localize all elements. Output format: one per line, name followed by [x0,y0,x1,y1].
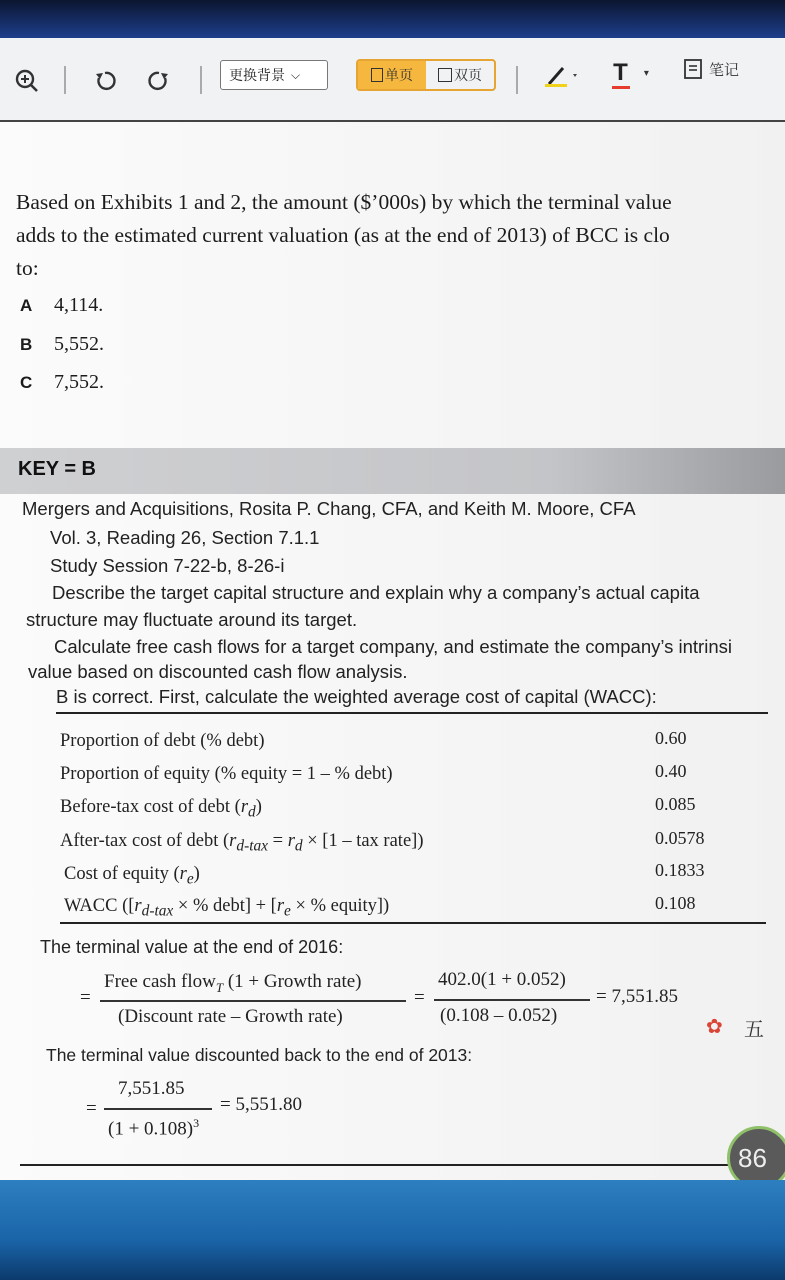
question-line: to: [16,256,39,280]
discount-result: = 5,551.80 [220,1094,302,1115]
text-tool-label: T [613,59,628,86]
equals-sign: = [86,1098,97,1119]
toolbar-divider [64,66,66,94]
fraction-bar [104,1108,212,1110]
background-select-label: 更换背景 [229,68,285,84]
undo-icon[interactable] [90,64,120,98]
redo-icon[interactable] [144,64,174,98]
table-bottom-rule [60,922,766,924]
table-row-label: Before-tax cost of debt $(r_d)$ [60,797,262,821]
fraction-1-numerator [104,971,361,996]
terminal-heading: The terminal value at the end of 2016: [40,937,344,957]
double-page-icon [438,68,452,82]
fraction-bar [434,999,590,1001]
text-color-bar [612,86,630,89]
discount-denominator [108,1116,199,1140]
los-2-line-1: Calculate free cash flows for a target company, and estimate the company’s intrinsi [54,636,732,657]
single-page-icon [371,68,383,82]
fraction-2-denominator: (0.108 – 0.052) [440,1005,558,1026]
paw-icon: ✿ [706,1016,723,1038]
single-page-label: 单页 [385,68,413,84]
toolbar-divider [516,66,518,94]
fraction-2-numerator: 402.0(1 + 0.052) [438,969,566,990]
option-text: 5,552. [54,333,104,355]
page-mode-toggle [356,59,496,91]
double-page-button[interactable] [426,61,494,89]
question-line: adds to the estimated current valuation (as at the end of 2013) of BCC is clo [16,223,670,247]
option-letter: C [20,373,33,392]
los-2-line-2: value based on discounted cash flow analysis. [28,661,408,682]
discount-heading: The terminal value discounted back to the end of 2013: [46,1045,473,1065]
zoom-in-icon[interactable] [10,64,44,98]
fcf-text: Free cash flow [104,971,216,992]
fcf-subscript: T [215,979,224,995]
discount-exponent: 3 [193,1116,200,1130]
answer-key-bar [0,448,785,494]
notes-icon [683,58,703,80]
option-text: 4,114. [54,294,104,316]
table-row-value: 0.60 [655,728,687,748]
option-c[interactable] [20,371,104,394]
study-session: Study Session 7-22-b, 8-26-i [50,555,285,576]
table-row-value: 0.40 [655,761,687,781]
table-row-label: Proportion of equity (% equity = 1 – % debt) [60,764,393,784]
question-text [16,186,785,285]
discount-base: (1 + 0.108) [108,1118,194,1140]
ime-indicator[interactable]: 五 [744,1017,764,1041]
reference-volume: Vol. 3, Reading 26, Section 7.1.1 [50,527,320,548]
caret-down-icon: ▾ [643,67,649,79]
option-text: 7,552. [54,371,104,393]
table-top-rule [56,712,768,714]
bottom-band [0,1180,785,1280]
option-letter: B [20,335,33,354]
growth-term: (1 + Growth rate) [227,971,362,992]
toolbar-divider [200,66,202,94]
option-a[interactable] [20,294,103,317]
question-line: Based on Exhibits 1 and 2, the amount ($’000s) by which the terminal value [16,190,672,214]
section-bottom-rule [20,1164,740,1166]
table-row-label: WACC ([$r_{d-tax}$ × % debt] + [$r_e$ × % equity]) [64,896,390,920]
table-row-value: 0.0578 [655,828,705,848]
background-select[interactable] [220,60,328,90]
option-b[interactable] [20,333,104,356]
table-row-label: After-tax cost of debt ($r_{d-tax} = r_d \times [1$ – tax rate]) [60,831,424,855]
table-row-value: 0.085 [655,794,696,814]
equals-sign: = [80,987,91,1008]
option-letter: A [20,296,33,315]
table-row-value: 0.108 [655,893,696,913]
notes-button[interactable] [672,54,750,84]
answer-key: KEY = B [18,458,96,480]
notes-label: 笔记 [708,60,739,79]
fraction-1-denominator: (Discount rate – Growth rate) [118,1006,343,1027]
table-row-label: Cost of equity $(r_e)$ [64,864,200,888]
highlighter-icon[interactable] [540,60,586,90]
reference-title: Mergers and Acquisitions, Rosita P. Chang, CFA, and Keith M. Moore, CFA [22,498,636,519]
fraction-bar [100,1000,406,1002]
los-1-line-2: structure may fluctuate around its target. [26,609,358,630]
discount-numerator: 7,551.85 [118,1078,185,1099]
table-row-label: Proportion of debt (% debt) [60,731,265,751]
table-row-value: 0.1833 [655,860,705,880]
double-page-label: 双页 [454,68,482,84]
terminal-result: = 7,551.85 [596,986,678,1007]
single-page-button[interactable] [358,61,426,89]
los-1-line-1: Describe the target capital structure and explain why a company’s actual capita [52,582,700,603]
text-tool-button[interactable] [604,56,658,90]
correct-explanation: B is correct. First, calculate the weighted average cost of capital (WACC): [56,686,657,707]
top-band [0,0,785,38]
progress-badge-value: 86 [738,1142,767,1173]
chevron-down-icon: ⌵ [291,67,301,82]
equals-sign: = [414,987,425,1008]
